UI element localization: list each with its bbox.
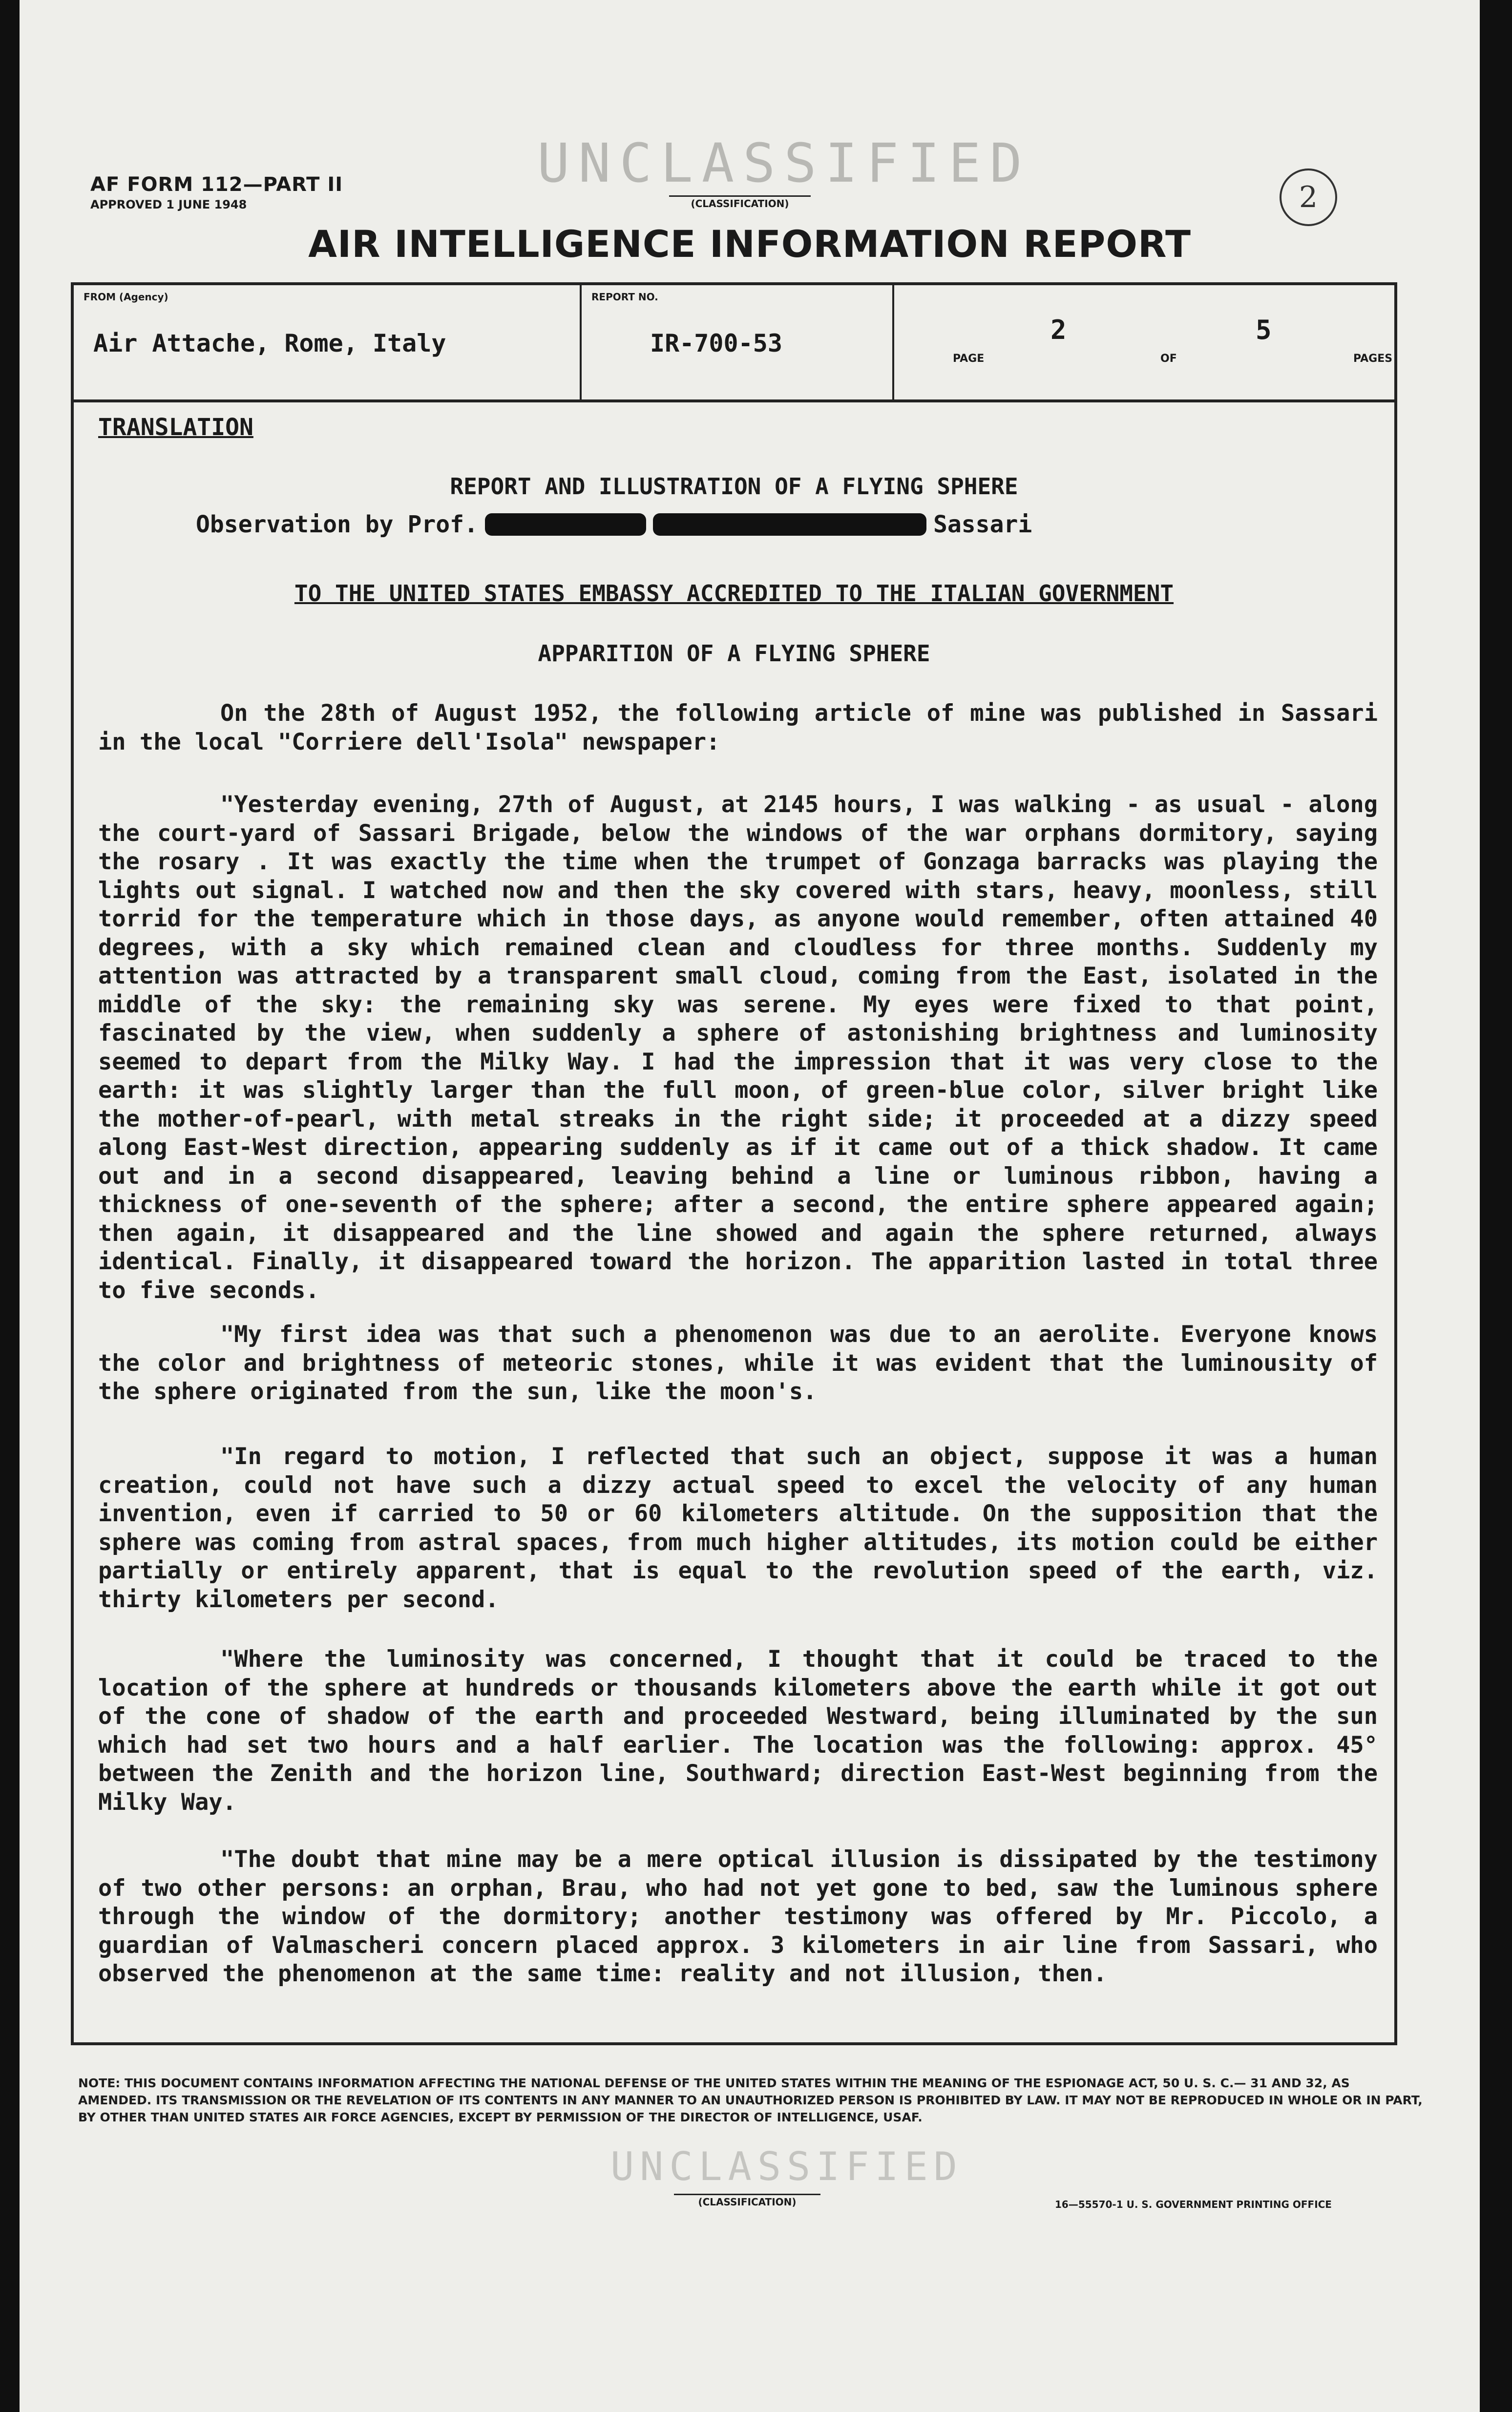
handwritten-page-mark: 2 xyxy=(1280,168,1337,226)
report-number-value: IR-700-53 xyxy=(650,329,782,357)
espionage-act-note: NOTE: THIS DOCUMENT CONTAINS INFORMATION AFFECTING THE NATIONAL DEFENSE OF THE UNITED STATES WITHIN THE MEANING OF THE ESPIONAGE ACT, 50 U. S. C.— 31 AND 32, AS AMENDED. ITS TRANSMISSION OR THE REVELATION OF ITS CONTENTS IN ANY MANNER TO AN UNAUTHORIZED PERSON IS PROHIBITED BY LAW. IT MAY NOT BE REPRODUCED IN WHOLE OR IN PART, BY OTHER THAN UNITED STATES AIR FORCE AGENCIES, EXCEPT BY PERMISSION OF THE DIRECTOR OF INTELLIGENCE, USAF. xyxy=(78,2076,1423,2124)
form-id: AF FORM 112—PART II xyxy=(90,173,343,196)
form-approved-date: APPROVED 1 JUNE 1948 xyxy=(90,198,247,211)
report-form xyxy=(71,282,1397,2045)
report-header-row xyxy=(74,285,1394,402)
form-identifier xyxy=(90,173,343,211)
classification-caption-top: (CLASSIFICATION) xyxy=(669,195,811,210)
translation-label: TRANSLATION xyxy=(98,414,253,441)
page-label: PAGE xyxy=(953,353,985,365)
paragraph-6: "The doubt that mine may be a mere optical illusion is dissipated by the testimony of two other persons: an orphan, Brau, who had not yet gone to bed, saw the luminous sphere through the window of the dormitory; another testimony was offered by Mr. Piccolo, a guardian of Valmascheri concern placed approx. 3 kilometers in air line from Sassari, who observed the phenomenon at the same time: reality and not illusion, then. xyxy=(98,1846,1378,1987)
observation-suffix: Sassari xyxy=(933,511,1032,538)
report-title: AIR INTELLIGENCE INFORMATION REPORT xyxy=(308,222,1191,266)
of-label: OF xyxy=(1160,353,1177,365)
pages-label: PAGES xyxy=(1353,353,1393,365)
paragraph-4: "In regard to motion, I reflected that such an object, suppose it was a human creation, could not have such a dizzy actual speed to excel the velocity of any human invention, even if carried to 50 or 60 kilometers altitude. On the supposition that the sphere was coming from astral spaces, from much higher altitudes, its motion could be either partially or entirely apparent, that is equal to the revolution speed of the earth, viz. thirty kilometers per second. xyxy=(98,1443,1378,1613)
from-label: FROM (Agency) xyxy=(84,291,168,303)
pagination-cell xyxy=(894,285,1397,399)
report-number-cell xyxy=(582,285,894,399)
classification-stamp-top: UNCLASSIFIED xyxy=(537,132,1031,194)
redaction-bar xyxy=(653,513,926,536)
observation-line xyxy=(196,511,1032,538)
report-number-label: REPORT NO. xyxy=(591,291,658,303)
printer-imprint: 16—55570-1 U. S. GOVERNMENT PRINTING OFFICE xyxy=(1055,2199,1332,2210)
classification-stamp-bottom: UNCLASSIFIED xyxy=(610,2144,963,2189)
paragraph-3: "My first idea was that such a phenomenon was due to an aerolite. Everyone knows the color and brightness of meteoric stones, while it was evident that the luminousity of the sphere originated from the sun, like the moon's. xyxy=(98,1321,1378,1405)
document-page xyxy=(20,0,1480,2412)
from-value: Air Attache, Rome, Italy xyxy=(93,329,446,357)
from-cell xyxy=(74,285,582,399)
total-pages-value: 5 xyxy=(1256,315,1272,345)
observation-prefix: Observation by Prof. xyxy=(196,511,478,538)
apparition-heading: APPARITION OF A FLYING SPHERE xyxy=(538,640,930,667)
classification-caption-bottom: (CLASSIFICATION) xyxy=(674,2194,820,2208)
report-heading: REPORT AND ILLUSTRATION OF A FLYING SPHERE xyxy=(450,473,1018,500)
page-value: 2 xyxy=(1050,315,1067,345)
embassy-line: TO THE UNITED STATES EMBASSY ACCREDITED TO THE ITALIAN GOVERNMENT xyxy=(294,580,1174,607)
paragraph-1: On the 28th of August 1952, the following article of mine was published in Sassari in the local "Corriere dell'Isola" newspaper: xyxy=(98,700,1378,755)
redaction-bar xyxy=(485,513,646,536)
paragraph-5: "Where the luminosity was concerned, I thought that it could be traced to the location of the sphere at hundreds or thousands kilometers above the earth while it got out of the cone of shadow of the earth and proceeded Westward, being illuminated by the sun which had set two hours and a half earlier. The location was the following: approx. 45° between the Zenith and the horizon line, Southward; direction East-West beginning from the Milky Way. xyxy=(98,1646,1378,1816)
paragraph-2: "Yesterday evening, 27th of August, at 2145 hours, I was walking - as usual - along the court-yard of Sassari Brigade, below the windows of the war orphans dormitory, saying the rosary . It was exactly the time when the trumpet of Gonzaga barracks was playing the lights out signal. I watched now and then the sky covered with stars, heavy, moonless, still torrid for the temperature which in those days, as anyone would remember, often attained 40 degrees, with a sky which remained clean and cloudless for three months. Suddenly my attention was attracted by a transparent small cloud, coming from the East, isolated in the middle of the sky: the remaining sky was serene. My eyes were fixed to that point, fascinated by the view, when suddenly a sphere of astonishing brightness and luminosity seemed to depart from the Milky Way. I had the impression that it was very close to the earth: it was slightly larger than the full moon, of green-blue color, silver bright like the mother-of-pearl, with metal streaks in the right side; it proceeded at a dizzy speed along East-West direction, appearing suddenly as if it came out of a thick shadow. It came out and in a second disappeared, leaving behind a line or luminous ribbon, having a thickness of one-seventh of the sphere; after a second, the entire sphere appeared again; then again, it disappeared and the line showed and again the sphere returned, always identical. Finally, it disappeared toward the horizon. The apparition lasted in total three to five seconds. xyxy=(98,791,1378,1304)
